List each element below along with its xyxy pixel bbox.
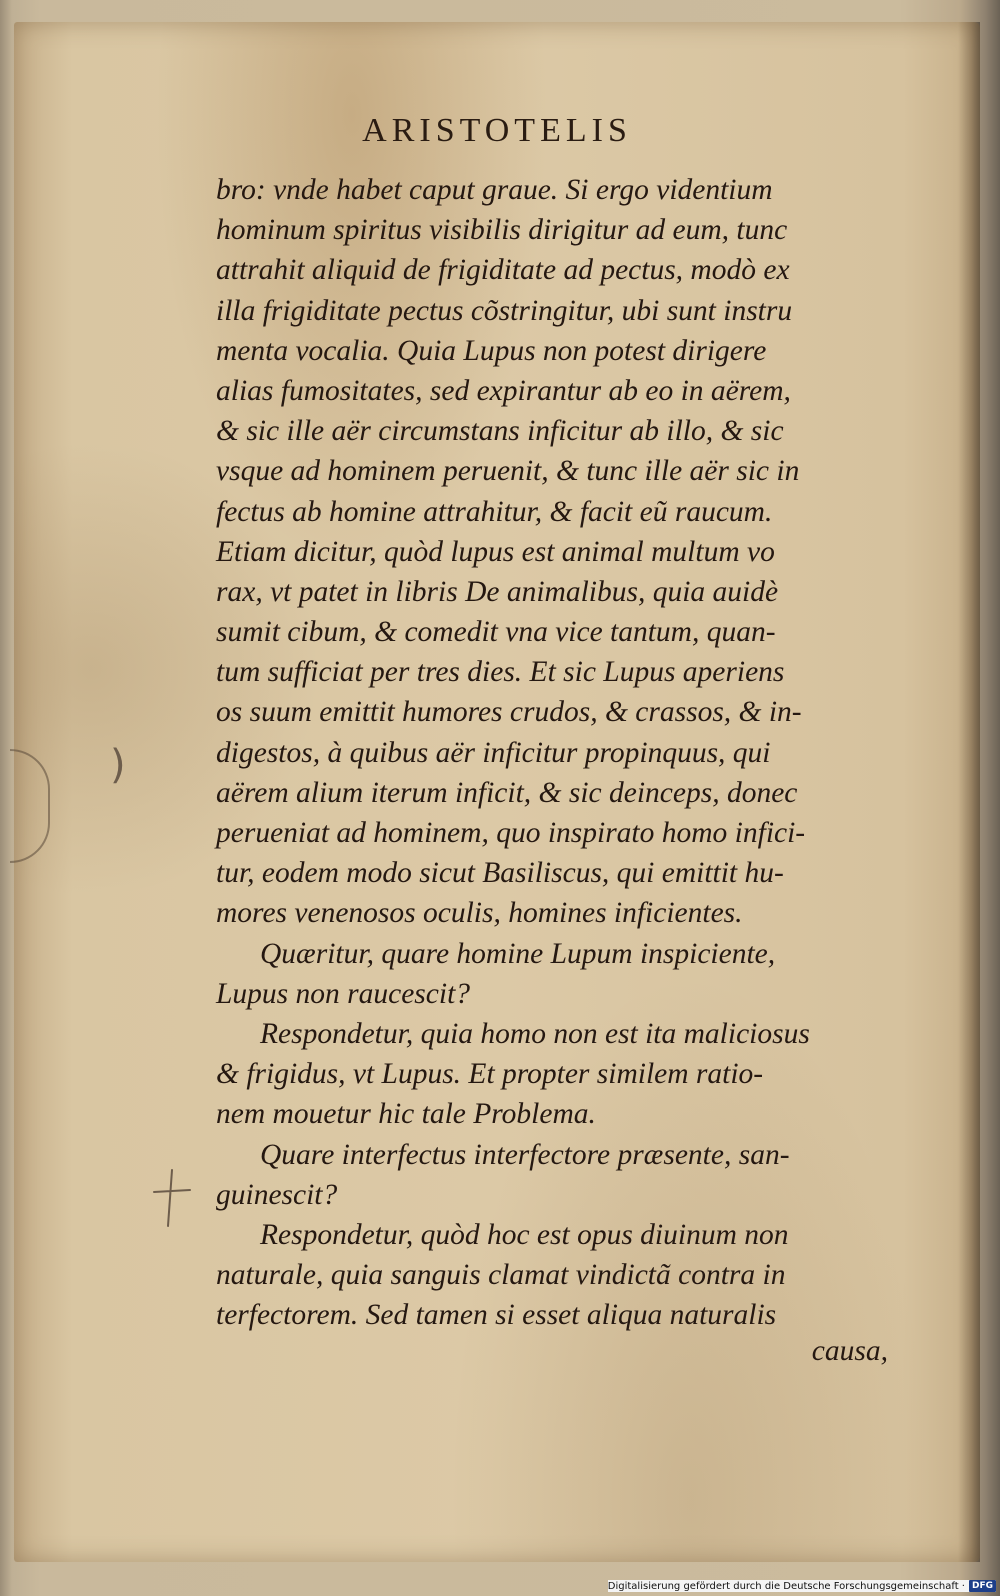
- text-line: tum sufficiat per tres dies. Et sic Lupus aperiens: [216, 656, 785, 689]
- digitization-footer: [608, 1580, 996, 1592]
- text-line: & frigidus, vt Lupus. Et propter similem ratio-: [216, 1058, 764, 1091]
- page-gutter-shadow: [958, 22, 980, 1562]
- body-text: [216, 170, 916, 1335]
- binding-bracket-mark: [10, 749, 50, 863]
- text-line: Lupus non raucescit?: [216, 977, 471, 1010]
- text-line: os suum emittit humores crudos, & crassos, & in-: [216, 696, 802, 729]
- text-line: rax, vt patet in libris De animalibus, quia auidè: [216, 575, 779, 608]
- footer-credit: Digitalisierung gefördert durch die Deutsche Forschungsgemeinschaft ·: [607, 1580, 965, 1592]
- book-page: [14, 22, 980, 1562]
- text-line: naturale, quia sanguis clamat vindictã contra in: [216, 1259, 786, 1292]
- text-line: sumit cibum, & comedit vna vice tantum, quan-: [216, 616, 776, 649]
- text-line: hominum spiritus visibilis dirigitur ad eum, tunc: [216, 214, 788, 247]
- dfg-logo: DFG: [969, 1580, 996, 1592]
- text-line: Respondetur, quia homo non est ita maliciosus: [260, 1017, 810, 1050]
- running-head: ARISTOTELIS: [362, 112, 632, 149]
- text-line: Respondetur, quòd hoc est opus diuinum non: [260, 1218, 789, 1251]
- margin-cross-mark: [152, 1168, 192, 1228]
- text-line: digestos, à quibus aër inficitur propinquus, qui: [216, 736, 771, 769]
- catchword: causa,: [811, 1335, 888, 1367]
- text-line: illa frigiditate pectus cõstringitur, ubi sunt instru: [216, 294, 793, 327]
- text-line: aërem alium iterum inficit, & sic deinceps, donec: [216, 776, 798, 809]
- text-line: mores venenosos oculis, homines inficientes.: [216, 897, 743, 930]
- text-line: guinescit?: [216, 1178, 338, 1211]
- text-line: alias fumositates, sed expirantur ab eo in aërem,: [216, 374, 791, 407]
- text-line: & sic ille aër circumstans inficitur ab illo, & sic: [216, 415, 784, 448]
- margin-pen-mark: ): [110, 742, 126, 788]
- text-line: terfectorem. Sed tamen si esset aliqua naturalis: [216, 1299, 777, 1332]
- text-line: vsque ad hominem peruenit, & tunc ille aër sic in: [216, 455, 800, 488]
- text-line: Etiam dicitur, quòd lupus est animal multum vo: [216, 535, 775, 568]
- text-line: menta vocalia. Quia Lupus non potest dirigere: [216, 334, 767, 367]
- text-line: tur, eodem modo sicut Basiliscus, qui emittit hu-: [216, 857, 784, 890]
- text-line: Quæritur, quare homine Lupum inspiciente,: [260, 937, 776, 970]
- text-line: attrahit aliquid de frigiditate ad pectus, modò ex: [216, 254, 790, 287]
- text-line: Quare interfectus interfectore præsente, san-: [260, 1138, 790, 1171]
- text-line: perueniat ad hominem, quo inspirato homo infici-: [216, 817, 806, 849]
- text-line: nem mouetur hic tale Problema.: [216, 1098, 596, 1131]
- text-line: fectus ab homine attrahitur, & facit eũ raucum.: [216, 495, 773, 528]
- text-line: bro: vnde habet caput graue. Si ergo videntium: [216, 174, 773, 206]
